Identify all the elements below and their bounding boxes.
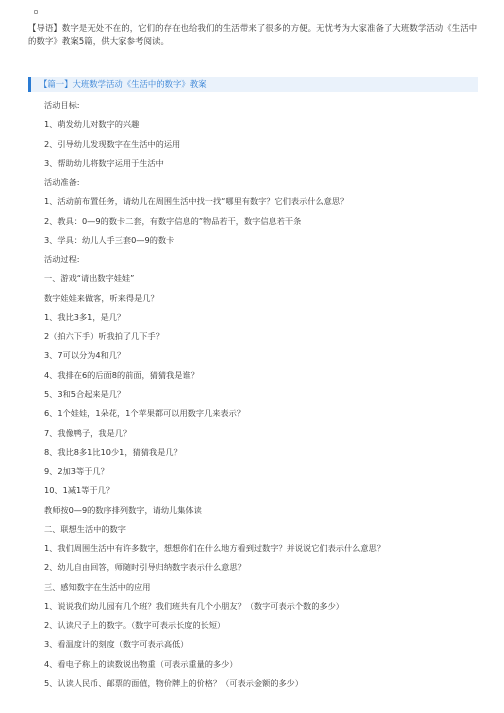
text-line: 活动目标: bbox=[44, 100, 80, 110]
section-title: 【篇一】大班数学活动《生活中的数字》教案 bbox=[39, 79, 207, 89]
text-line: 2、引导幼儿发现数字在生活中的运用 bbox=[44, 138, 181, 149]
text-line: 3、看温度计的刻度（数字可表示高低） bbox=[44, 639, 189, 650]
text-line: 2（拍六下手）听我拍了几下手？ bbox=[44, 331, 164, 342]
text-line: 活动过程: bbox=[44, 254, 80, 265]
text-line: 2、幼儿自由回答，师随时引导归纳数字表示什么意思？ bbox=[44, 562, 246, 573]
text-line: 3、帮助幼儿将数字运用于生活中 bbox=[44, 157, 164, 168]
text-line: 7、我像鸭子，我是几？ bbox=[44, 427, 132, 438]
text-line: 1、说说我们幼儿园有几个班？我们班共有几个小朋友？（数字可表示个数的多少） bbox=[44, 600, 344, 611]
text-line: 4、我排在6的后面8的前面，猜猜我是谁？ bbox=[44, 369, 199, 380]
text-line: 8、我比8多1比10少1，猜猜我是几？ bbox=[44, 446, 182, 457]
text-line: 5、3和5合起来是几？ bbox=[44, 388, 126, 399]
text-line: 1、我比3多1，是几？ bbox=[44, 311, 126, 322]
body-text bbox=[44, 99, 484, 696]
intro-paragraph: 【导语】数字是无处不在的，它们的存在也给我们的生活带来了很多的方便。无忧考为大家准备了大班数学活动《生活中的数字》教案5篇，供大家参考阅读。 bbox=[28, 23, 478, 46]
text-line: 1、我们周围生活中有许多数字，想想你们在什么地方看到过数字？并说说它们表示什么意思？ bbox=[44, 543, 385, 554]
text-line: 5、认读人民币、邮票的面值，物价牌上的价格？（可表示金额的多少） bbox=[44, 677, 304, 688]
text-line: 一、游戏“请出数字娃娃” bbox=[44, 273, 135, 284]
checkbox-icon bbox=[34, 10, 38, 14]
text-line: 3、学具：幼儿人手三套0—9的数卡 bbox=[44, 234, 175, 245]
text-line: 10、1减1等于几？ bbox=[44, 485, 114, 496]
text-line: 4、看电子称上的读数说出物重（可表示重量的多少） bbox=[44, 658, 238, 669]
text-line: 活动准备: bbox=[44, 177, 80, 188]
text-line: 教师按0—9的数序排列数字，请幼儿集体读 bbox=[44, 504, 202, 515]
text-line: 2、教具：0—9的数卡二套，有数字信息的”物品若干，数字信息若干条 bbox=[44, 215, 302, 226]
text-line: 3、7可以分为4和几？ bbox=[44, 350, 126, 361]
text-line: 三、感知数字在生活中的应用 bbox=[44, 581, 151, 592]
text-line: 9、2加3等于几？ bbox=[44, 466, 109, 477]
text-line: 2、认读尺子上的数字。（数字可表示长度的长短） bbox=[44, 620, 226, 631]
text-line: 6、1个娃娃，1朵花，1个苹果都可以用数字几来表示？ bbox=[44, 408, 245, 419]
text-line: 二、联想生活中的数字 bbox=[44, 523, 126, 534]
text-line: 1、活动前布置任务，请幼儿在周围生活中找一找“哪里有数字？它们表示什么意思？ bbox=[44, 196, 349, 207]
text-line: 数字娃娃来做客，听来得是几？ bbox=[44, 292, 159, 303]
text-line: 1、萌发幼儿对数字的兴趣 bbox=[44, 119, 140, 130]
section-heading bbox=[28, 77, 478, 92]
